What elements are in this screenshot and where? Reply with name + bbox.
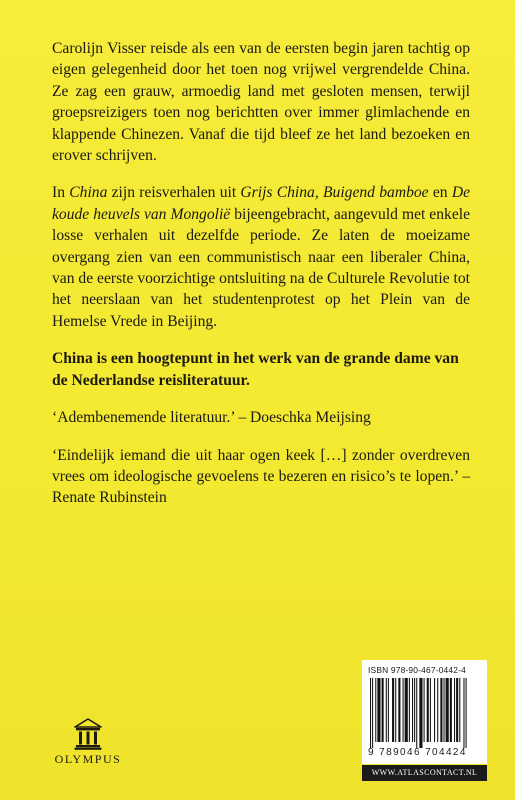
barcode-bar [430, 678, 431, 742]
text-segment: bijeengebracht, aangevuld met enkele losse verhalen uit dezelfde periode. Ze laten de moeizame overgang zien van een communistisch naar een liberaler China, van de eerste voorzichtige ontsluiting na de Culturele Revolutie tot het neerslaan van het studentenprotest op het Plein van de Hemelse Vrede in Beijing. [52, 205, 471, 330]
barcode-bar [416, 678, 417, 748]
barcode-bar [427, 678, 429, 742]
ean-number: 9 789046 704424 [368, 747, 467, 758]
barcode-bar [375, 678, 376, 742]
barcode-bar [382, 678, 384, 742]
title-koude-heuvels: De koude heuvels van Mongolië [52, 184, 471, 223]
barcode-bar [463, 678, 464, 748]
barcode-bars [368, 678, 481, 748]
publisher-name: OLYMPUS [54, 752, 122, 766]
blurb-text [52, 38, 470, 525]
text-segment: , [314, 184, 324, 202]
quote-meijsing: ‘Adembenemende literatuur.’ – Doeschka Meijsing [52, 409, 371, 427]
barcode-bar [466, 678, 467, 748]
blurb-paragraph-intro: Carolijn Visser reisde als een van de eersten begin jaren tachtig op eigen gelegenheid door het toen nog vrijwel vergrendelde China. Ze zag een grauw, armoedig land met gesloten mensen, terwijl groepsreizigers toen nog berichtten over immer glimlachende en klappende Chinezen. Vanaf die tijd bleef ze het land bezoeken en erover schrijven. [52, 40, 470, 165]
barcode-bar [459, 678, 460, 742]
barcode-bar [456, 678, 458, 742]
temple-columns-icon [73, 718, 103, 750]
barcode-bar [377, 678, 380, 742]
barcode-bar [454, 678, 455, 742]
blurb-highlight: China is een hoogtepunt in het werk van de grande dame van de Nederlandse reisliteratuur. [52, 350, 459, 389]
barcode-bar [398, 678, 400, 742]
barcode-bar [446, 678, 449, 742]
barcode-bar [405, 678, 408, 742]
barcode-bar [409, 678, 410, 742]
barcode-bar [440, 678, 442, 742]
isbn-number: ISBN 978-90-467-0442-4 [368, 665, 466, 675]
title-buigend-bamboe: Buigend bamboe [323, 184, 429, 202]
barcode-bar [450, 678, 452, 742]
barcode-bar [434, 678, 435, 742]
title-grijs-china: Grijs China [240, 184, 315, 202]
barcode-bar [403, 678, 404, 742]
barcode-bar [372, 678, 373, 748]
text-segment: en [428, 184, 452, 202]
barcode-bar [392, 678, 394, 742]
barcode-bar [414, 678, 415, 742]
publisher-logo [48, 718, 128, 767]
barcode-bar [424, 678, 425, 742]
blurb-paragraph-contents [52, 182, 470, 332]
barcode-panel [362, 660, 487, 764]
text-segment: In [52, 184, 70, 202]
barcode-bar [412, 678, 413, 742]
barcode-bar [386, 678, 387, 742]
barcode-bar [444, 678, 445, 742]
quote-rubinstein: ‘Eindelijk iemand die uit haar ogen keek […] zonder overdreven vrees om ideologische gevoelens te bezeren en risico’s te lopen.’ – Renate Rubinstein [52, 446, 470, 507]
barcode-bar [437, 678, 438, 742]
text-segment: zijn reisverhalen uit [107, 184, 241, 202]
publisher-website: WWW.ATLASCONTACT.NL [362, 765, 487, 781]
barcode-bar [370, 678, 371, 748]
title-china: China [69, 184, 108, 202]
barcode-bar [419, 678, 422, 748]
barcode-bar [388, 678, 389, 742]
barcode-bar [395, 678, 396, 742]
